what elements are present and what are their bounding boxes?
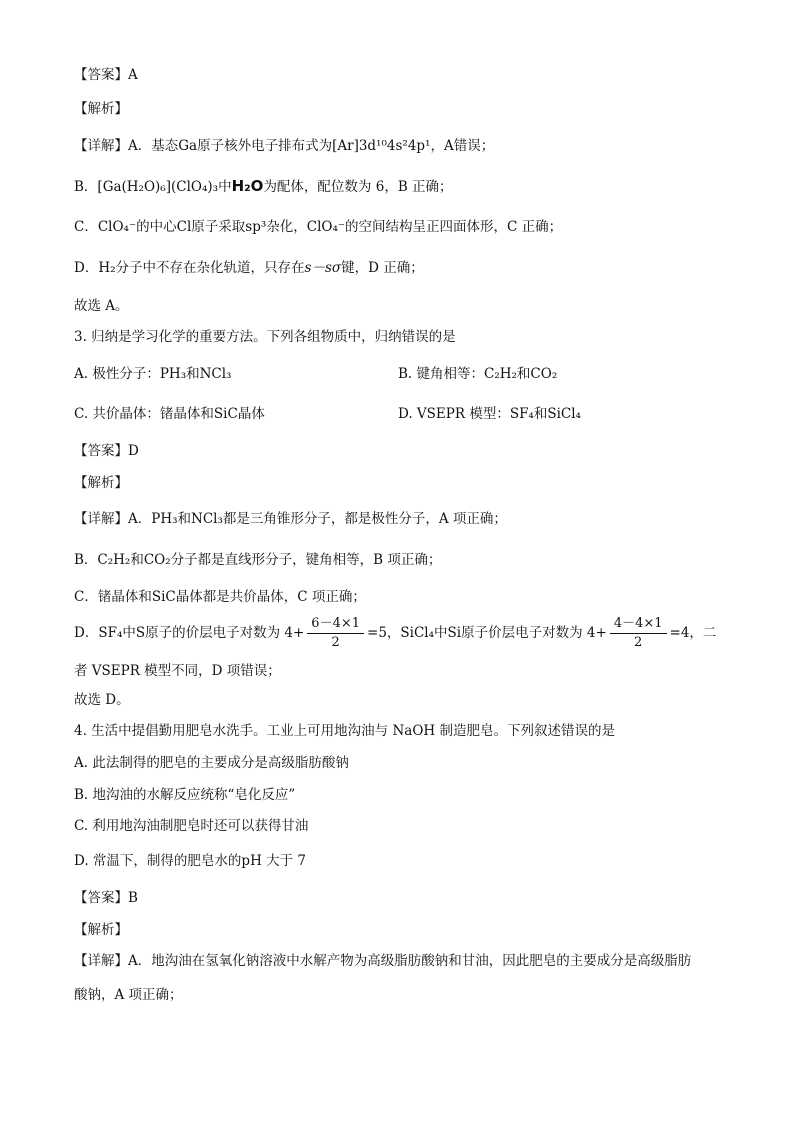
hybridization: sp³ — [245, 219, 267, 235]
q3-detail-a: 【详解】A．PH₃和NCl₃都是三角锥形分子，都是极性分子，A 项正确； — [74, 511, 507, 527]
q4-answer-value: B — [128, 890, 138, 906]
q2-answer-value: A — [128, 67, 138, 83]
q3-option-d: D. VSEPR 模型：SF₄和SiCl₄ — [398, 406, 581, 422]
q3-option-a: A. 极性分子：PH₃和NCl₃ — [74, 366, 232, 382]
q3-conclusion: 故选 D。 — [74, 692, 130, 708]
q2-conclusion: 故选 A。 — [74, 298, 129, 314]
fraction-1: $\frac{6-4\times 1}{2}$ — [307, 616, 364, 651]
q4-option-a: A. 此法制得的肥皂的主要成分是高级脂肪酸钠 — [74, 755, 349, 771]
q4-analysis-label: 【解析】 — [74, 922, 128, 938]
bond-type: s－sσ — [304, 260, 342, 276]
answer-label: 【答案】 — [74, 443, 128, 459]
ligand-formula: H₂O — [231, 177, 264, 195]
q3-option-b: B. 键角相等：C₂H₂和CO₂ — [398, 366, 558, 382]
q4-stem: 4. 生活中提倡勤用肥皂水洗手。工业上可用地沟油与 NaOH 制造肥皂。下列叙述错误的是 — [74, 723, 615, 739]
q3-detail-d-continued: 者 VSEPR 模型不同，D 项错误； — [74, 663, 281, 679]
q2-detail-c: C．ClO₄⁻的中心Cl原子采取sp³杂化，ClO₄⁻的空间结构呈正四面体形，C 正确； — [74, 219, 563, 235]
complex-formula: [Ga(H₂O)₆](ClO₄)₃ — [97, 179, 219, 195]
q4-option-d: D. 常温下，制得的肥皂水的pH 大于 7 — [74, 853, 307, 869]
q3-stem: 3. 归纳是学习化学的重要方法。下列各组物质中，归纳错误的是 — [74, 329, 456, 345]
fraction-2: $\frac{4-4\times 1}{2}$ — [610, 616, 667, 651]
hydrogen-formula: H₂ — [98, 260, 116, 276]
q3-detail-c: C．锗晶体和SiC晶体都是共价晶体，C 项正确； — [74, 589, 366, 605]
q4-answer-line — [74, 888, 138, 908]
answer-label: 【答案】 — [74, 67, 128, 83]
detail-label: 【详解】 — [74, 953, 128, 969]
q2-detail-a: 【详解】A．基态Ga原子核外电子排布式为[Ar]3d¹⁰4s²4p¹，A错误； — [74, 138, 495, 154]
q3-option-c: C. 共价晶体：锗晶体和SiC晶体 — [74, 406, 265, 422]
perchlorate-ion: ClO₄⁻ — [97, 219, 137, 235]
q4-option-c: C. 利用地沟油制肥皂时还可以获得甘油 — [74, 818, 309, 834]
q2-answer-line — [74, 65, 138, 85]
electron-configuration: [Ar]3d¹⁰4s²4p¹ — [332, 138, 431, 154]
q3-detail-b: B．C₂H₂和CO₂分子都是直线形分子，键角相等，B 项正确； — [74, 552, 442, 568]
q3-analysis-label: 【解析】 — [74, 475, 128, 491]
q4-option-b: B. 地沟油的水解反应统称“皂化反应” — [74, 787, 296, 803]
q2-detail-b: B．[Ga(H₂O)₆](ClO₄)₃中H₂O为配体，配位数为 6，B 正确； — [74, 177, 453, 195]
detail-label: 【详解】 — [74, 511, 128, 527]
q4-detail-a-continued: 酸钠，A 项正确； — [74, 987, 183, 1003]
perchlorate-ion: ClO₄⁻ — [306, 219, 346, 235]
q3-answer-line — [74, 441, 139, 461]
q4-detail-a: 【详解】A．地沟油在氢氧化钠溶液中水解产物为高级脂肪酸钠和甘油，因此肥皂的主要成分是高级脂肪 — [74, 953, 692, 969]
answer-label: 【答案】 — [74, 890, 128, 906]
q2-detail-d: D．H₂分子中不存在杂化轨道，只存在s－sσ键，D 正确； — [74, 260, 424, 276]
detail-label: 【详解】 — [74, 138, 128, 154]
q3-detail-d: D．SF₄中S原子的价层电子对数为 4+ $\frac{6-4\times 1}{2}$ =5，SiCl₄中Si原子价层电子对数为 4+ $\frac{4-4\times 1}{2}$ =4，二 — [74, 616, 717, 650]
q2-analysis-label: 【解析】 — [74, 101, 128, 117]
q3-answer-value: D — [128, 443, 139, 459]
